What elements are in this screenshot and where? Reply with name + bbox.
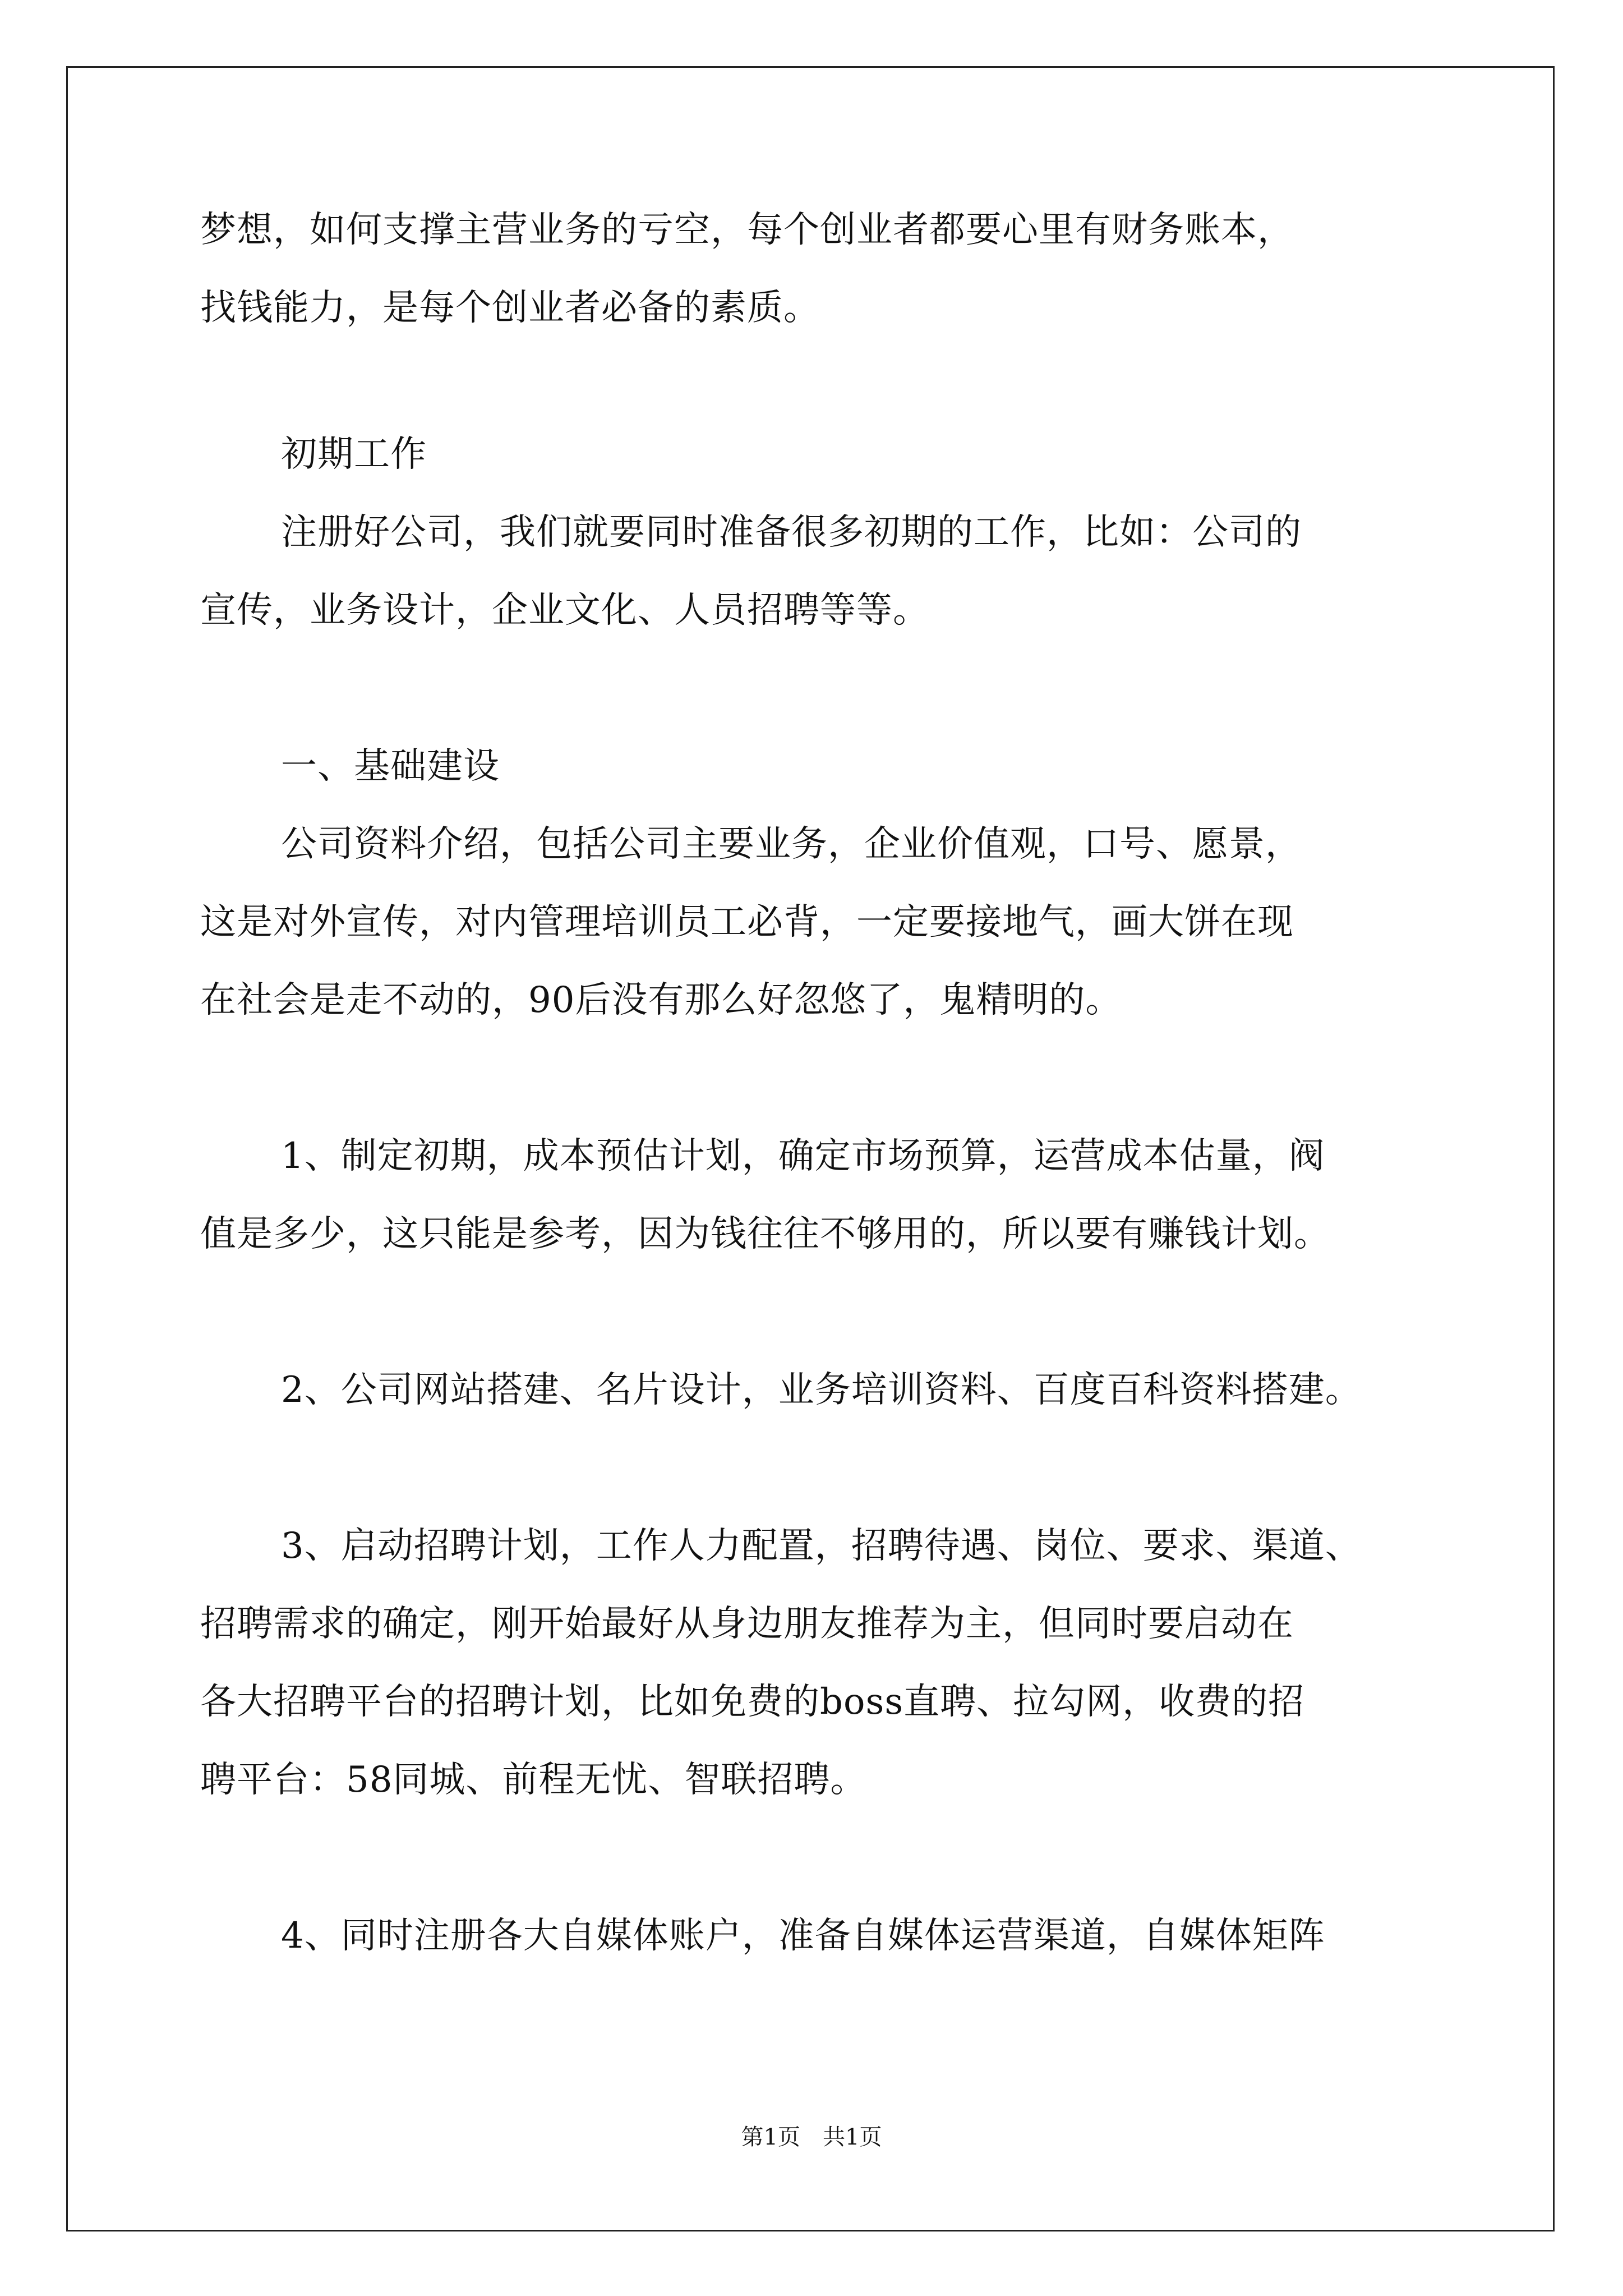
text-line: 各大招聘平台的招聘计划，比如免费的boss直聘、拉勾网，收费的招 xyxy=(200,1681,1305,1723)
section-heading: 一、基础建设 xyxy=(281,746,500,787)
text-line: 聘平台：58同城、前程无忧、智联招聘。 xyxy=(200,1759,867,1801)
list-item: 4、同时注册各大自媒体账户，准备自媒体运营渠道，自媒体矩阵 xyxy=(281,1915,1325,1957)
text-line: 在社会是走不动的，90后没有那么好忽悠了，鬼精明的。 xyxy=(200,979,1122,1021)
section-heading: 初期工作 xyxy=(281,434,427,475)
list-item: 1、制定初期，成本预估计划，确定市场预算，运营成本估量，阀 xyxy=(281,1135,1325,1177)
text-line: 找钱能力，是每个创业者必备的素质。 xyxy=(200,287,820,329)
text-line: 值是多少，这只能是参考，因为钱往往不够用的，所以要有赚钱计划。 xyxy=(200,1213,1330,1255)
text-line: 招聘需求的确定，刚开始最好从身边朋友推荐为主，但同时要启动在 xyxy=(200,1603,1294,1645)
text-line: 梦想，如何支撑主营业务的亏空，每个创业者都要心里有财务账本， xyxy=(200,209,1294,251)
text-line: 公司资料介绍，包括公司主要业务，企业价值观，口号、愿景， xyxy=(281,823,1302,865)
list-item: 3、启动招聘计划，工作人力配置，招聘待遇、岗位、要求、渠道、 xyxy=(281,1525,1362,1567)
list-item: 2、公司网站搭建、名片设计，业务培训资料、百度百科资料搭建。 xyxy=(281,1369,1362,1411)
page-footer: 第1页 共1页 xyxy=(741,2124,882,2150)
text-line: 宣传，业务设计，企业文化、人员招聘等等。 xyxy=(200,590,929,631)
text-line: 这是对外宣传，对内管理培训员工必背，一定要接地气，画大饼在现 xyxy=(200,901,1294,943)
text-line: 注册好公司，我们就要同时准备很多初期的工作，比如：公司的 xyxy=(281,512,1302,553)
